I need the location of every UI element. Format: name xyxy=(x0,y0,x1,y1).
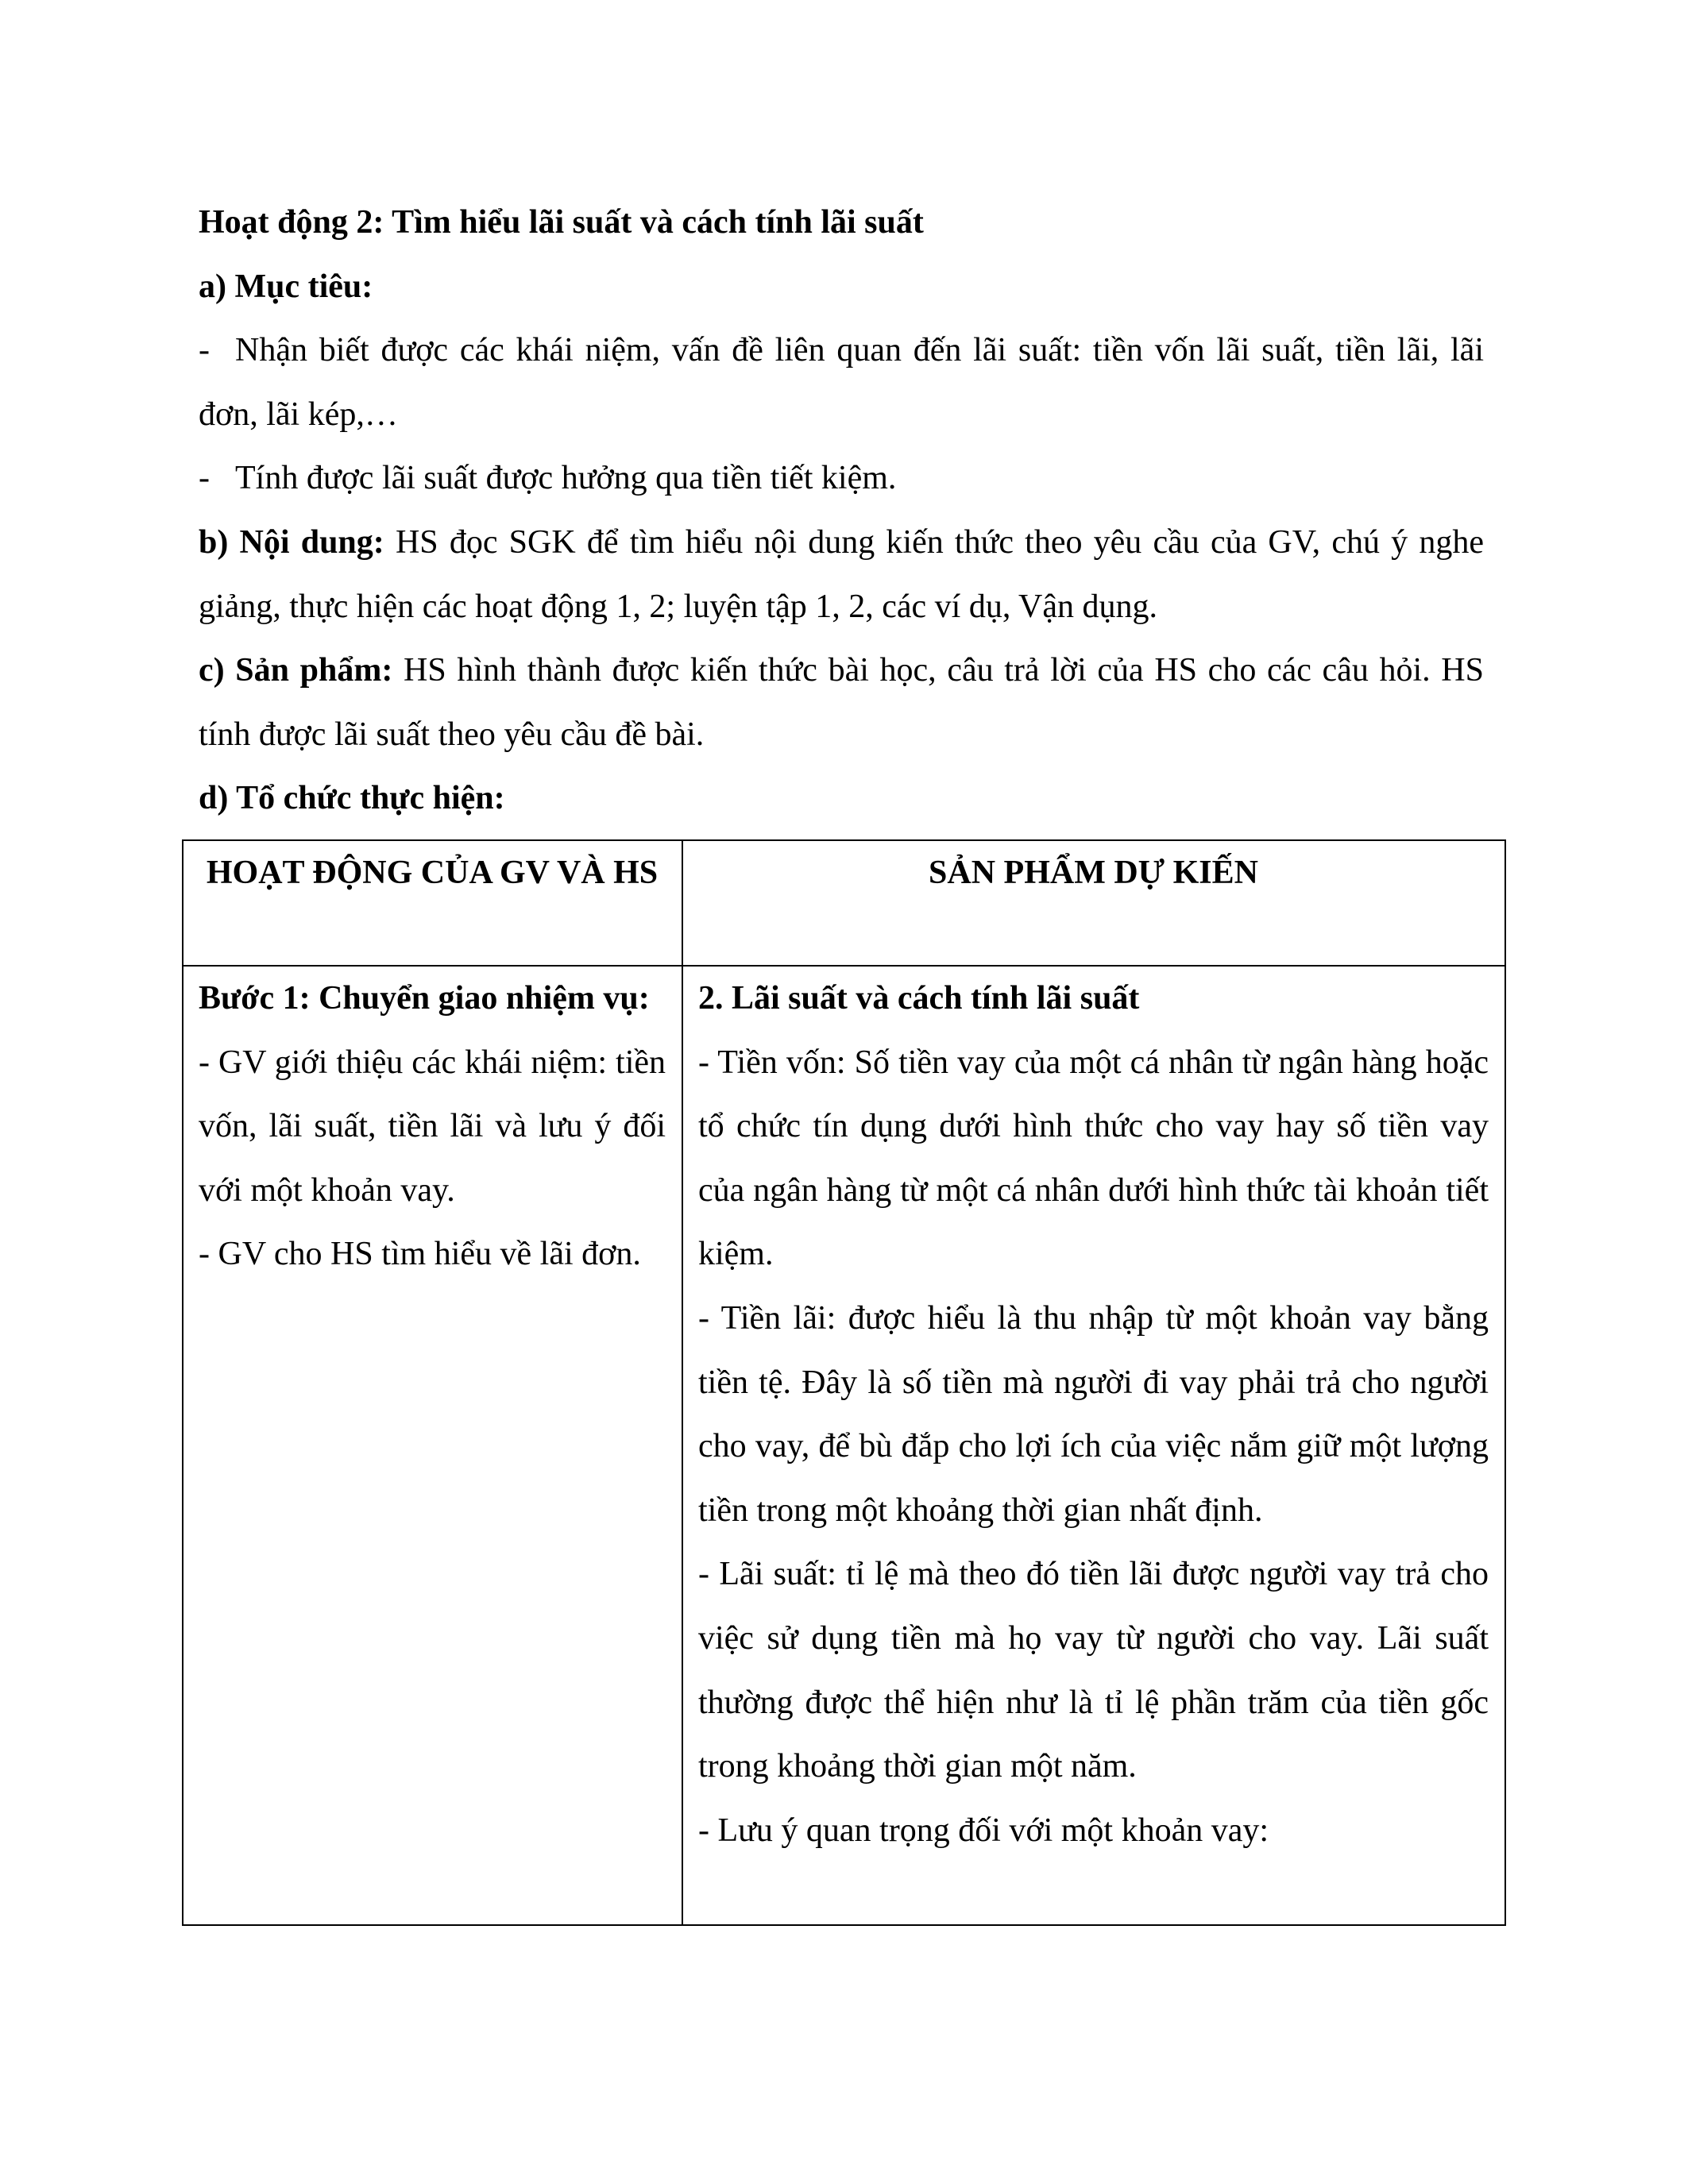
objective-text: Tính được lãi suất được hưởng qua tiền tiết kiệm. xyxy=(235,460,897,497)
product-cell xyxy=(682,966,1505,1925)
step-title xyxy=(199,967,666,1031)
product-title-text: 2. Lãi suất và cách tính lãi suất xyxy=(698,980,1140,1017)
product-line: - Tiền lãi: được hiểu là thu nhập từ một khoản vay bằng tiền tệ. Đây là số tiền mà người đi vay phải trả cho người cho vay, để bù đắp cho lợi ích của việc nắm giữ một lượng tiền trong một khoảng thời gian nhất định. xyxy=(698,1299,1489,1529)
objective-item xyxy=(199,318,1484,446)
table-header-row xyxy=(183,840,1505,966)
product-title xyxy=(698,967,1489,1031)
section-c-text: HS hình thành được kiến thức bài học, câu trả lời của HS cho các câu hỏi. HS tính được lãi suất theo yêu cầu đề bài. xyxy=(199,652,1484,753)
heading-text: Hoạt động 2: Tìm hiểu lãi suất và cách tính lãi suất xyxy=(199,204,924,241)
section-a-label-text: a) Mục tiêu: xyxy=(199,268,373,305)
section-a-label xyxy=(199,255,1484,319)
product-line: - Tiền vốn: Số tiền vay của một cá nhân từ ngân hàng hoặc tổ chức tín dụng dưới hình thức cho vay hay số tiền vay của ngân hàng từ một cá nhân dưới hình thức tài khoản tiết kiệm. xyxy=(698,1044,1489,1273)
activity-heading xyxy=(199,191,1484,255)
objective-text: Nhận biết được các khái niệm, vấn đề liên quan đến lãi suất: tiền vốn lãi suất, tiền lãi, lãi đơn, lãi kép,… xyxy=(199,332,1484,433)
activity-line: - GV giới thiệu các khái niệm: tiền vốn, lãi suất, tiền lãi và lưu ý đối với một khoản vay. xyxy=(199,1044,666,1209)
product-line: - Lưu ý quan trọng đối với một khoản vay: xyxy=(698,1812,1269,1849)
section-c xyxy=(199,639,1484,766)
activity-line: - GV cho HS tìm hiểu về lãi đơn. xyxy=(199,1236,641,1273)
header-cell-product: SẢN PHẨM DỰ KIẾN xyxy=(682,840,1505,966)
objective-item xyxy=(199,446,1484,511)
section-c-label: c) Sản phẩm: xyxy=(199,652,393,689)
activity-cell xyxy=(183,966,682,1925)
section-b-label: b) Nội dung: xyxy=(199,523,384,561)
section-d xyxy=(199,766,1484,831)
bullet-dash: - xyxy=(199,332,210,369)
section-d-label: d) Tổ chức thực hiện: xyxy=(199,780,505,817)
document-body xyxy=(199,191,1484,831)
product-line: - Lãi suất: tỉ lệ mà theo đó tiền lãi được người vay trả cho việc sử dụng tiền mà họ vay từ người cho vay. Lãi suất thường được thể hiện như là tỉ lệ phần trăm của tiền gốc trong khoảng thời gian một năm. xyxy=(698,1556,1489,1785)
activity-table xyxy=(182,839,1506,1926)
bullet-dash: - xyxy=(199,460,210,497)
section-b xyxy=(199,511,1484,639)
section-b-text: HS đọc SGK để tìm hiểu nội dung kiến thức theo yêu cầu của GV, chú ý nghe giảng, thực hiện các hoạt động 1, 2; luyện tập 1, 2, các ví dụ, Vận dụng. xyxy=(199,523,1484,625)
step-title-text: Bước 1: Chuyển giao nhiệm vụ: xyxy=(199,980,650,1017)
header-cell-activity: HOẠT ĐỘNG CỦA GV VÀ HS xyxy=(183,840,682,966)
table-row xyxy=(183,966,1505,1925)
